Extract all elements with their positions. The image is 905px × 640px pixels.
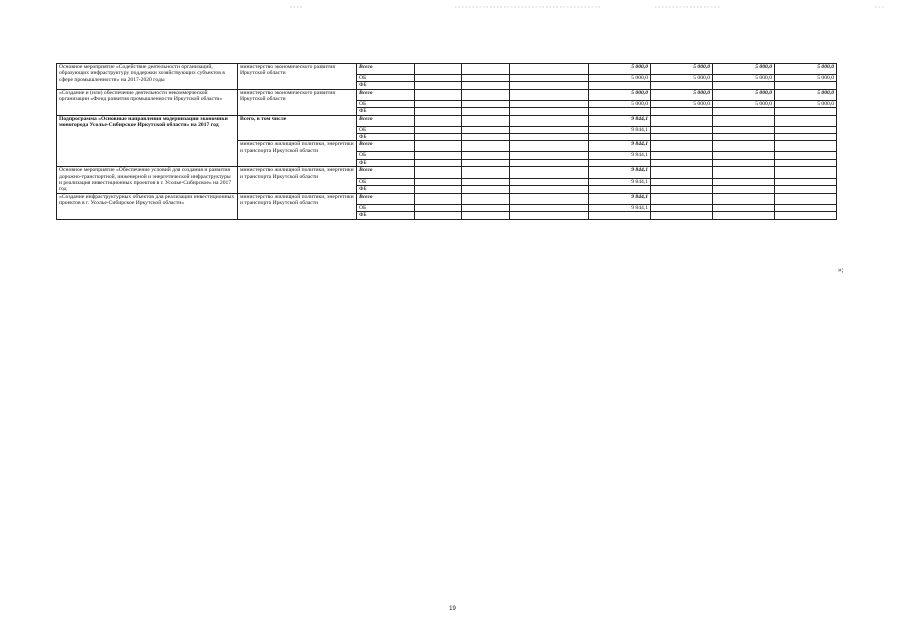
amount-cell: [510, 82, 589, 89]
amount-cell: [415, 152, 462, 159]
amount-cell: [510, 64, 589, 75]
amount-cell: [713, 108, 775, 115]
amount-cell: [713, 186, 775, 194]
funding-source-cell: ОБ: [357, 152, 415, 159]
amount-cell: 9 844,1: [589, 126, 651, 133]
amount-cell: [589, 186, 651, 194]
amount-cell: [651, 126, 713, 133]
amount-cell: [462, 115, 510, 126]
amount-cell: [415, 178, 462, 186]
amount-cell: [713, 204, 775, 211]
amount-cell: [589, 159, 651, 166]
amount-cell: [462, 212, 510, 219]
amount-cell: [775, 167, 837, 178]
amount-cell: [651, 152, 713, 159]
amount-cell: [462, 108, 510, 115]
event-name-cell: «Создание и (или) обеспечение деятельности некоммерческой организации «Фонд развития промышленности Иркутской области»: [57, 89, 238, 115]
amount-cell: [462, 126, 510, 133]
amount-cell: [651, 115, 713, 126]
funding-source-cell: ОБ: [357, 75, 415, 82]
amount-cell: [462, 159, 510, 166]
amount-cell: [462, 100, 510, 107]
amount-cell: [415, 134, 462, 141]
amount-cell: 5 000,0: [775, 75, 837, 82]
amount-cell: 9 844,1: [589, 204, 651, 211]
amount-cell: [775, 141, 837, 152]
amount-cell: [415, 159, 462, 166]
table-row: [57, 193, 837, 204]
amount-cell: [415, 64, 462, 75]
amount-cell: 5 000,0: [589, 89, 651, 100]
page-top-scan-artifact: [0, 4, 905, 10]
amount-cell: [775, 82, 837, 89]
amount-cell: [510, 152, 589, 159]
amount-cell: [510, 100, 589, 107]
amount-cell: 5 000,0: [713, 75, 775, 82]
amount-cell: 5 000,0: [713, 89, 775, 100]
amount-cell: [651, 178, 713, 186]
amount-cell: [510, 193, 589, 204]
amount-cell: [510, 75, 589, 82]
funding-source-cell: ОБ: [357, 100, 415, 107]
amount-cell: [415, 126, 462, 133]
amount-cell: [462, 82, 510, 89]
amount-cell: [510, 126, 589, 133]
amount-cell: 5 000,0: [775, 64, 837, 75]
amount-cell: [415, 204, 462, 211]
amount-cell: [713, 178, 775, 186]
amount-cell: [651, 204, 713, 211]
amount-cell: [651, 193, 713, 204]
amount-cell: [415, 89, 462, 100]
amount-cell: 5 000,0: [651, 75, 713, 82]
funding-source-cell: Всего: [357, 115, 415, 126]
amount-cell: [775, 152, 837, 159]
amount-cell: 5 000,0: [651, 89, 713, 100]
table-row: [57, 115, 837, 126]
executor-cell: Всего, в том числе: [238, 115, 357, 141]
amount-cell: [462, 167, 510, 178]
amount-cell: [775, 204, 837, 211]
table-row: [57, 64, 837, 75]
amount-cell: [462, 186, 510, 194]
amount-cell: [713, 193, 775, 204]
amount-cell: [713, 126, 775, 133]
amount-cell: [651, 82, 713, 89]
funding-source-cell: ОБ: [357, 204, 415, 211]
executor-cell: министерство жилищной политики, энергетики и транспорта Иркутской области: [238, 167, 357, 194]
amount-cell: [589, 212, 651, 219]
amount-cell: [510, 178, 589, 186]
amount-cell: [589, 108, 651, 115]
amount-cell: [775, 178, 837, 186]
funding-source-cell: ОБ: [357, 126, 415, 133]
funding-source-cell: ФБ: [357, 134, 415, 141]
amount-cell: [462, 75, 510, 82]
amount-cell: [775, 134, 837, 141]
funding-source-cell: ОБ: [357, 178, 415, 186]
amount-cell: [651, 134, 713, 141]
amount-cell: [415, 108, 462, 115]
amount-cell: [651, 186, 713, 194]
amount-cell: [651, 108, 713, 115]
amount-cell: [415, 212, 462, 219]
amount-cell: [775, 193, 837, 204]
trailing-mark: »;: [838, 266, 844, 274]
amount-cell: [510, 89, 589, 100]
amount-cell: 5 000,0: [589, 100, 651, 107]
amount-cell: [775, 212, 837, 219]
amount-cell: 9 844,1: [589, 167, 651, 178]
amount-cell: [462, 134, 510, 141]
funding-source-cell: Всего: [357, 89, 415, 100]
amount-cell: [510, 212, 589, 219]
budget-table: [56, 63, 837, 220]
amount-cell: [510, 204, 589, 211]
funding-source-cell: ФБ: [357, 186, 415, 194]
amount-cell: [510, 159, 589, 166]
amount-cell: [713, 167, 775, 178]
amount-cell: 9 844,1: [589, 193, 651, 204]
amount-cell: [775, 115, 837, 126]
amount-cell: 5 000,0: [651, 64, 713, 75]
amount-cell: [415, 141, 462, 152]
funding-source-cell: Всего: [357, 64, 415, 75]
amount-cell: [462, 178, 510, 186]
amount-cell: [713, 115, 775, 126]
amount-cell: [651, 212, 713, 219]
amount-cell: [462, 64, 510, 75]
amount-cell: [415, 167, 462, 178]
amount-cell: [462, 204, 510, 211]
amount-cell: 5 000,0: [713, 100, 775, 107]
amount-cell: 9 844,1: [589, 178, 651, 186]
funding-source-cell: Всего: [357, 193, 415, 204]
table-row: [57, 167, 837, 178]
amount-cell: [713, 159, 775, 166]
amount-cell: [415, 82, 462, 89]
amount-cell: 5 000,0: [651, 100, 713, 107]
amount-cell: [713, 82, 775, 89]
amount-cell: [510, 167, 589, 178]
amount-cell: [651, 159, 713, 166]
amount-cell: [415, 100, 462, 107]
amount-cell: [415, 75, 462, 82]
event-name-cell: Основное мероприятие «Обеспечение условий для создания и развития дорожно-транспортной, инженерной и энергетической инфраструктуры и реализация инвестиционных проектов в г. Усолье-Сибирское» на 2017 год: [57, 167, 238, 194]
amount-cell: [713, 152, 775, 159]
table-row: [57, 89, 837, 100]
executor-cell: министерство экономического развития Иркутской области: [238, 64, 357, 90]
amount-cell: [415, 193, 462, 204]
amount-cell: [462, 89, 510, 100]
executor-cell: министерство жилищной политики, энергетики и транспорта Иркутской области: [238, 141, 357, 167]
event-name-cell: Подпрограмма «Основные направления модернизации экономики моногорода Усолье-Сибирское Иркутской области» на 2017 год: [57, 115, 238, 167]
amount-cell: [510, 134, 589, 141]
amount-cell: [510, 108, 589, 115]
amount-cell: [713, 141, 775, 152]
amount-cell: 5 000,0: [589, 64, 651, 75]
amount-cell: 5 000,0: [713, 64, 775, 75]
amount-cell: 5 000,0: [589, 75, 651, 82]
amount-cell: [713, 212, 775, 219]
amount-cell: 5 000,0: [775, 100, 837, 107]
amount-cell: [589, 82, 651, 89]
funding-source-cell: ФБ: [357, 82, 415, 89]
amount-cell: [510, 141, 589, 152]
amount-cell: [462, 152, 510, 159]
amount-cell: [775, 126, 837, 133]
amount-cell: [462, 141, 510, 152]
amount-cell: 9 844,1: [589, 152, 651, 159]
amount-cell: [510, 186, 589, 194]
amount-cell: [651, 167, 713, 178]
amount-cell: [775, 159, 837, 166]
event-name-cell: «Создание инфраструктурных объектов для реализации инвестиционных проектов в г. Усолье-Сибирское Иркутской области»: [57, 193, 238, 219]
amount-cell: [775, 108, 837, 115]
amount-cell: [651, 141, 713, 152]
amount-cell: 9 844,1: [589, 115, 651, 126]
page-number: 19: [449, 606, 456, 612]
executor-cell: министерство экономического развития Иркутской области: [238, 89, 357, 115]
funding-source-cell: Всего: [357, 167, 415, 178]
event-name-cell: Основное мероприятие «Содействие деятельности организаций, образующих инфраструктуру поддержки хозяйствующих субъектов в сфере промышленности» на 2017-2020 годы: [57, 64, 238, 90]
funding-source-cell: Всего: [357, 141, 415, 152]
amount-cell: [589, 134, 651, 141]
amount-cell: 9 844,1: [589, 141, 651, 152]
funding-source-cell: ФБ: [357, 159, 415, 166]
executor-cell: министерство жилищной политики, энергетики и транспорта Иркутской области: [238, 193, 357, 219]
amount-cell: [775, 186, 837, 194]
amount-cell: [462, 193, 510, 204]
funding-source-cell: ФБ: [357, 212, 415, 219]
amount-cell: [415, 186, 462, 194]
amount-cell: 5 000,0: [775, 89, 837, 100]
amount-cell: [415, 115, 462, 126]
amount-cell: [510, 115, 589, 126]
amount-cell: [713, 134, 775, 141]
funding-source-cell: ФБ: [357, 108, 415, 115]
